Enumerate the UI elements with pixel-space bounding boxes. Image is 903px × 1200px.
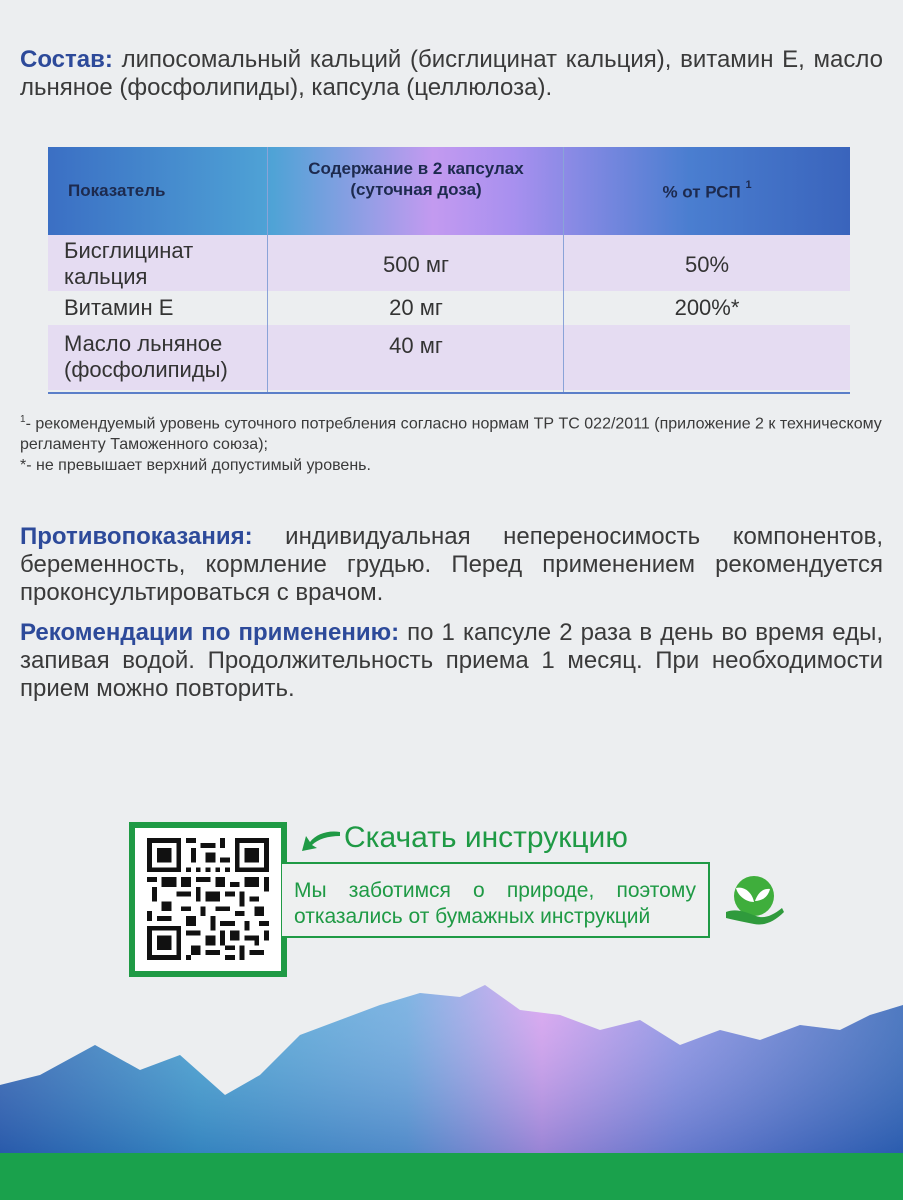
table-cell: 20 мг (389, 295, 443, 320)
mountain-background (0, 975, 903, 1155)
table-row (48, 325, 850, 390)
recommendations-heading: Рекомендации по применению: (20, 619, 400, 646)
table-cell: Витамин Е (64, 295, 174, 320)
footnote-2: *- не превышает верхний допустимый уровень. (20, 457, 371, 475)
eco-message-text: Мы заботимся о природе, поэтому отказались от бумажных инструкций (294, 879, 696, 928)
recommendations-text: по 1 капсуле 2 раза в день во время еды, запивая водой. Продолжительность приема 1 месяц. При необходимости прием можно повторить. (20, 619, 883, 702)
table-cell: Масло льняное (фосфолипиды) (64, 331, 228, 382)
column-divider (563, 147, 564, 392)
header-rsp: % от РСП $^1$ (662, 179, 752, 202)
table-cell: 40 мг (389, 333, 443, 358)
nutrition-table (48, 147, 850, 394)
qr-code-frame[interactable] (129, 822, 287, 977)
eco-hand-leaf-icon (722, 872, 786, 930)
footnotes (20, 409, 886, 476)
table-cell: Бисглицинат кальция (64, 238, 194, 289)
contraindications-heading: Противопоказания: (20, 523, 253, 550)
table-cell: 500 мг (383, 252, 449, 277)
qr-code-icon[interactable] (147, 838, 269, 960)
table-cell: 50% (684, 252, 730, 277)
table-row (48, 235, 850, 291)
recommendations-paragraph (20, 619, 883, 703)
table-row (48, 291, 850, 325)
arrow-icon (300, 824, 342, 852)
contraindications-text: индивидуальная непереносимость компонентов, беременность, кормление грудью. Перед применением рекомендуется проконсультироваться с врачом. (20, 523, 883, 606)
footnote-mark: 1 (20, 414, 26, 425)
composition-text: липосомальный кальций (бисглицинат кальция), витамин Е, масло льняное (фосфолипиды), капсула (целлюлоза). (20, 46, 883, 101)
header-rsp-footnote-mark: 1 (745, 179, 752, 191)
table-cell: 200%* (674, 295, 740, 320)
footnote-1: $^1$- рекомендуемый уровень суточного потребления согласно нормам ТР ТС 022/2011 (приложение 2 к техническому регламенту Таможенного союза); (20, 414, 882, 454)
composition-paragraph (20, 46, 883, 102)
composition-heading: Состав: (20, 46, 113, 73)
column-divider (267, 147, 268, 392)
header-indicator: Показатель (68, 181, 166, 200)
grass-strip (0, 1153, 903, 1200)
download-instruction-link[interactable]: Скачать инструкцию (344, 821, 628, 854)
contraindications-paragraph (20, 523, 883, 607)
eco-message-box (282, 862, 710, 938)
table-header (48, 147, 850, 235)
header-content: Содержание в 2 капсулах (суточная доза) (308, 159, 524, 199)
